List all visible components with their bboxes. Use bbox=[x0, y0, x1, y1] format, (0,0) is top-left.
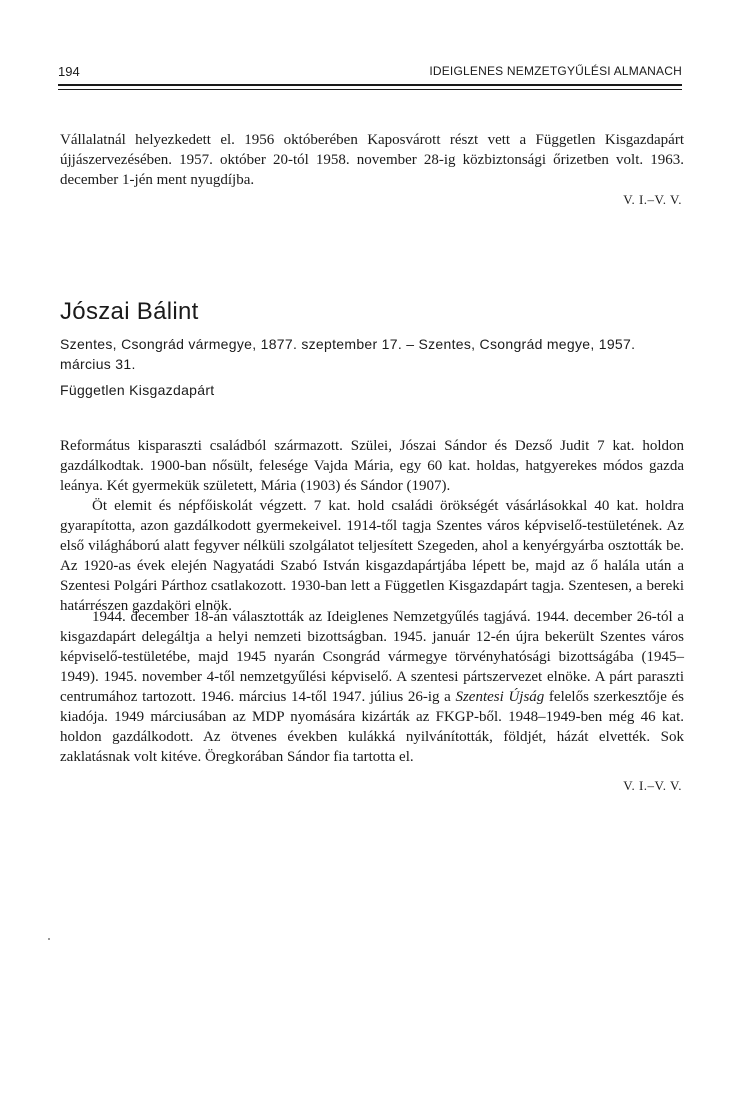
paragraph-3-text-a: 1944. december 18-án választották az Ideiglenes Nemzetgyűlés tagjává. 1944. december 26-tól a kisgazdapárt delegáltja a helyi nemzeti bizottságban. 1945. január 12-én újra bekerült Szentes város képviselő-testületébe, majd 1945 nyarán Csongrád vármegye törvényhatósági bizottságába (1945–1949). 1945. november 4-től nemzetgyűlési képviselő. A szentesi pártszervezet elnöke. A párt paraszti centrumához tartozott. 1946. március 14-től 1947. július 26-ig a bbox=[60, 609, 684, 705]
previous-entry-signature: V. I.–V. V. bbox=[623, 192, 682, 207]
newspaper-title: Szentesi Újság bbox=[455, 689, 545, 705]
header-rule-thick bbox=[58, 84, 682, 86]
party-line: Független Kisgazdapárt bbox=[60, 382, 215, 398]
entry-signature: V. I.–V. V. bbox=[623, 778, 682, 793]
paragraph-3-text-b: felelős szerkesztője és kiadója. 1949 márciusában az MDP nyomására kizárták az FKGP-ből. 1948–1949-ben még 46 kat. holdon gazdálkodott. Az ötvenes években kulákká nyilvánították, földjét, házát elvették. Sok zaklatásnak volt kitéve. Öregkorában Sándor fia tartotta el. bbox=[60, 689, 684, 765]
scan-speck bbox=[48, 938, 50, 940]
page-number: 194 bbox=[58, 64, 80, 79]
biography-paragraph-3 bbox=[60, 607, 684, 767]
biography-paragraph-1: Református kisparaszti családból származott. Szülei, Jószai Sándor és Dezső Judit 7 kat. holdon gazdálkodtak. 1900-ban nősült, felesége Vajda Mária, egy 60 kat. holdas, hatgyerekes módos gazda leánya. Két gyermekük született, Mária (1903) és Sándor (1907). bbox=[60, 438, 684, 494]
biography-paragraph-2: Öt elemit és népfőiskolát végzett. 7 kat. hold családi örökségét vásárlásokkal 40 kat. holdra gyarapította, azon gazdálkodott gyermekeivel. 1914-től tagja Szentes város képviselő-testületének. Az első világháború alatt fegyver nélküli szolgálatot teljesített Szegeden, ahol a kenyérgyárba osztották be. Az 1920-as évek elején Nagyatádi Szabó István kisgazdapártjába lépett be, majd az ő halála után a Szentesi Polgári Párthoz csatlakozott. 1930-ban lett a Független Kisgazdapárt tagja. Szentesen, a bereki határrészen gazdaköri elnök. bbox=[60, 498, 684, 614]
previous-entry-paragraph: Vállalatnál helyezkedett el. 1956 októberében Kaposvárott részt vett a Független Kisgazdapárt újjászervezésében. 1957. október 20-tól 1958. november 28-ig közbiztonsági őrizetben volt. 1963. december 1-jén ment nyugdíjba. bbox=[60, 132, 684, 188]
running-title: IDEIGLENES NEMZETGYŰLÉSI ALMANACH bbox=[429, 64, 682, 78]
header-rule-thin bbox=[58, 89, 682, 90]
running-header bbox=[58, 64, 682, 82]
birth-death-line: Szentes, Csongrád vármegye, 1877. szeptember 17. – Szentes, Csongrád megye, 1957. március 31. bbox=[60, 336, 636, 372]
entry-name: Jószai Bálint bbox=[60, 298, 199, 325]
